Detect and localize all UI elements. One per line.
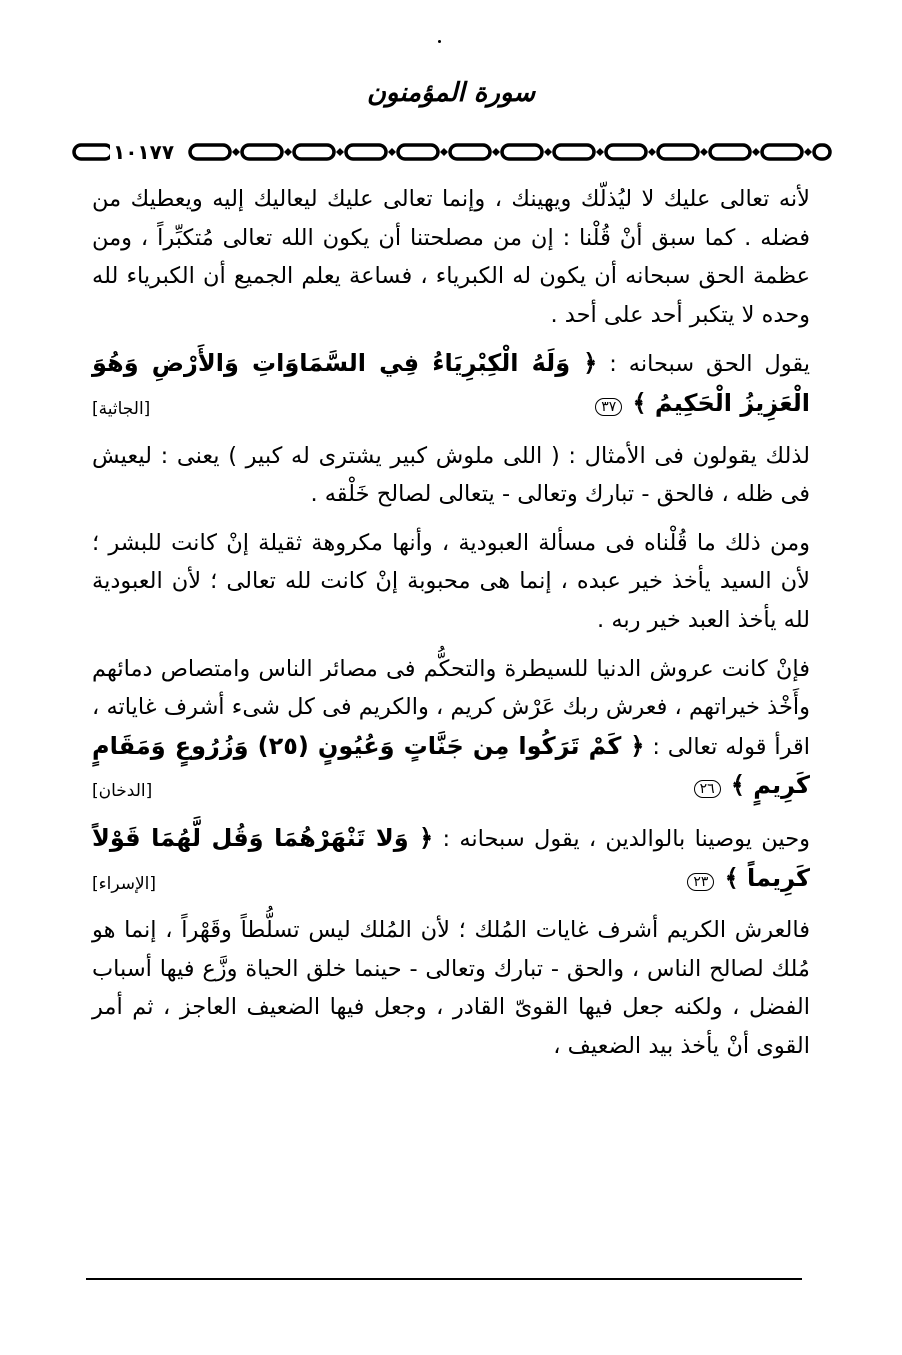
paragraph-text: ومن ذلك ما قُلْناه فى مسألة العبودية ، وأنها مكروهة ثقيلة إنْ كانت للبشر ؛ لأن السيد يأخذ خير عبده ، إنما هى محبوبة إنْ كانت لله تعالى ؛ لأن العبودية لله يأخذ العبد خير ربه . (92, 529, 810, 633)
surah-reference: [الدخان] (92, 781, 153, 802)
quran-quote: ﴿ وَلَهُ الْكِبْرِيَاءُ فِي السَّمَاوَاتِ وَالأَرْضِ وَهُوَ الْعَزِيزُ الْحَكِيمُ ﴾ (92, 349, 810, 417)
paragraph-2 (92, 344, 810, 426)
surah-reference: [الإسراء] (92, 873, 157, 894)
ornamental-header-band (72, 136, 832, 168)
ayah-number: ٢٣ (687, 873, 714, 891)
surah-reference: [الجاثية] (92, 398, 151, 419)
body-text (92, 180, 810, 1075)
paragraph-text: لذلك يقولون فى الأمثال : ( اللى ملوش كبير يشترى له كبير ) يعنى : ليعيش فى ظله ، فالحق - تبارك وتعالى - يتعالى لصالح خَلْقه . (92, 442, 810, 508)
page-number: ١٠١٧٧ (110, 139, 177, 165)
surah-title: سورة المؤمنون (366, 78, 536, 108)
paragraph-5 (92, 650, 810, 809)
paragraph-1 (92, 180, 810, 334)
quran-quote: ﴿ كَمْ تَرَكُوا مِن جَنَّاتٍ وَعُيُونٍ (٢٥) وَزُرُوعٍ وَمَقَامٍ كَرِيمٍ ﴾ (92, 731, 810, 800)
ayah-number: ٢٦ (694, 780, 721, 798)
page-dot (438, 40, 441, 43)
paragraph-text: لأنه تعالى عليك لا ليُذلّك ويهينك ، وإنما تعالى عليك ليعاليك إليه ويعطيك من فضله . كما سبق أنْ قُلْنا : إن من مصلحتنا أن يكون الله تعالى مُتكبِّراً ، ومن عظمة الحق سبحانه أن يكون له الكبرياء ، فساعة يعلم الجميع أن الكبرياء لله وحده لا يتكبر أحد على أحد . (92, 186, 810, 328)
paragraph-7 (92, 911, 810, 1065)
paragraph-4 (92, 524, 810, 640)
quran-quote: ﴿ وَلا تَنْهَرْهُمَا وَقُل لَّهُمَا قَوْلاً كَرِيماً ﴾ (92, 823, 810, 892)
paragraph-3 (92, 437, 810, 514)
paragraph-text: يقول الحق سبحانه : (609, 351, 810, 378)
paragraph-text: وحين يوصينا بالوالدين ، يقول سبحانه : (442, 825, 810, 852)
paragraph-text: فالعرش الكريم أشرف غايات المُلك ؛ لأن المُلك ليس تسلُّطاً وقَهْراً ، إنما هو مُلك لصالح الناس ، والحق - تبارك وتعالى - حينما خلق الحياة وزَّع فيها أسباب الفضل ، ولكنه جعل فيها القوىّ القادر ، وجعل فيها الضعيف العاجز ، ثم أمر القوى أنْ يأخذ بيد الضعيف ، (92, 917, 810, 1059)
paragraph-6 (92, 819, 810, 901)
footer-rule (86, 1278, 802, 1280)
paragraph-text: فإنْ كانت عروش الدنيا للسيطرة والتحكُّم فى مصائر الناس وامتصاص دمائهم وأَخْذ خيراتهم ، فعرش ربك عَرْش كريم ، والكريم فى كل شىء أشرف غاياته ، اقرأ قوله تعالى : (92, 655, 811, 760)
ayah-number: ٣٧ (595, 398, 622, 416)
